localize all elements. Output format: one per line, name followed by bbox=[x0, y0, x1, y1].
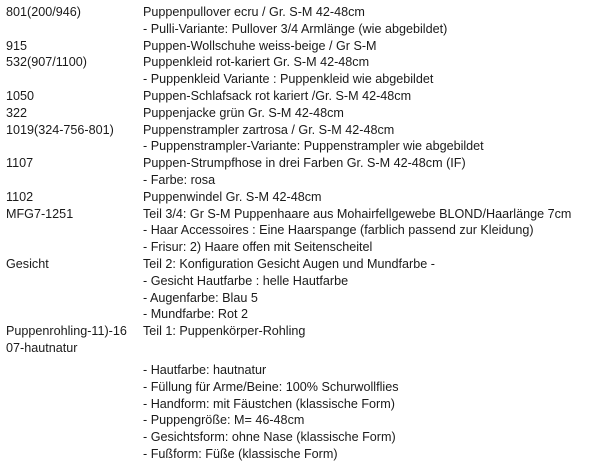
item-description: - Haar Accessoires : Eine Haarspange (farblich passend zur Kleidung) bbox=[143, 223, 534, 238]
item-description: Puppenwindel Gr. S-M 42-48cm bbox=[143, 189, 322, 204]
item-description: Teil 1: Puppenkörper-Rohling bbox=[143, 324, 306, 339]
list-item bbox=[0, 155, 600, 172]
item-code: 1107 bbox=[6, 156, 34, 171]
list-item bbox=[0, 122, 600, 139]
item-description: - Handform: mit Fäustchen (klassische Form) bbox=[143, 396, 395, 411]
list-item bbox=[0, 222, 600, 239]
item-code: Gesicht bbox=[6, 257, 49, 271]
item-code: Puppenrohling-11)-16 bbox=[6, 324, 127, 339]
item-description: Puppenpullover ecru / Gr. S-M 42-48cm bbox=[143, 5, 365, 19]
list-item bbox=[0, 54, 600, 71]
item-code: 801(200/946) bbox=[6, 5, 81, 19]
list-item bbox=[0, 88, 600, 105]
item-code: 1019(324-756-801) bbox=[6, 122, 114, 137]
list-item bbox=[0, 396, 600, 413]
item-description: Teil 3/4: Gr S-M Puppenhaare aus Mohairfellgewebe BLOND/Haarlänge 7cm bbox=[143, 206, 572, 221]
list-item bbox=[0, 105, 600, 122]
list-item bbox=[0, 306, 600, 323]
list-item bbox=[0, 290, 600, 307]
item-description: - Fußform: Füße (klassische Form) bbox=[143, 447, 338, 461]
item-code: MFG7-1251 bbox=[6, 206, 74, 221]
item-description: Puppenstrampler zartrosa / Gr. S-M 42-48cm bbox=[143, 122, 395, 137]
item-description: - Mundfarbe: Rot 2 bbox=[143, 307, 248, 322]
item-description: Puppen-Strumpfhose in drei Farben Gr. S-M 42-48cm (IF) bbox=[143, 156, 466, 171]
list-item bbox=[0, 273, 600, 290]
list-item bbox=[0, 4, 600, 21]
item-code: 1102 bbox=[6, 189, 34, 204]
list-item bbox=[0, 379, 600, 396]
list-item bbox=[0, 138, 600, 155]
item-code: 915 bbox=[6, 38, 28, 53]
item-description: Puppen-Wollschuhe weiss-beige / Gr S-M bbox=[143, 38, 377, 53]
list-item bbox=[0, 340, 600, 357]
list-item bbox=[0, 172, 600, 189]
list-item bbox=[0, 446, 600, 463]
item-description: Teil 2: Konfiguration Gesicht Augen und Mundfarbe - bbox=[143, 257, 435, 271]
item-description: - Puppenkleid Variante : Puppenkleid wie abgebildet bbox=[143, 72, 434, 87]
list-item bbox=[0, 38, 600, 55]
item-description: - Füllung für Arme/Beine: 100% Schurwollflies bbox=[143, 379, 399, 394]
item-description: Puppen-Schlafsack rot kariert /Gr. S-M 42-48cm bbox=[143, 89, 412, 103]
item-description: - Gesicht Hautfarbe : helle Hautfarbe bbox=[143, 273, 349, 288]
item-description: - Farbe: rosa bbox=[143, 173, 216, 187]
item-description: - Gesichtsform: ohne Nase (klassische Form) bbox=[143, 430, 396, 445]
item-description: - Augenfarbe: Blau 5 bbox=[143, 290, 258, 305]
list-item bbox=[0, 239, 600, 256]
list-item bbox=[0, 412, 600, 429]
list-item bbox=[0, 21, 600, 38]
list-item bbox=[0, 256, 600, 273]
list-item bbox=[0, 189, 600, 206]
item-code: 1050 bbox=[6, 89, 35, 103]
item-description: - Puppenstrampler-Variante: Puppenstrampler wie abgebildet bbox=[143, 139, 484, 154]
list-item bbox=[0, 429, 600, 446]
item-description: Puppenjacke grün Gr. S-M 42-48cm bbox=[143, 105, 344, 120]
list-item bbox=[0, 71, 600, 88]
item-description: - Puppengröße: M= 46-48cm bbox=[143, 413, 305, 428]
list-item bbox=[0, 323, 600, 340]
item-code: 532(907/1100) bbox=[6, 55, 87, 70]
item-description: - Frisur: 2) Haare offen mit Seitenscheitel bbox=[143, 240, 373, 255]
item-description: Puppenkleid rot-kariert Gr. S-M 42-48cm bbox=[143, 55, 370, 70]
item-description: - Hautfarbe: hautnatur bbox=[143, 363, 267, 377]
item-code: 322 bbox=[6, 105, 28, 120]
list-item bbox=[0, 206, 600, 223]
item-description: - Pulli-Variante: Pullover 3/4 Armlänge (wie abgebildet) bbox=[143, 21, 448, 36]
list-item bbox=[0, 362, 600, 379]
item-code: 07-hautnatur bbox=[6, 341, 78, 355]
